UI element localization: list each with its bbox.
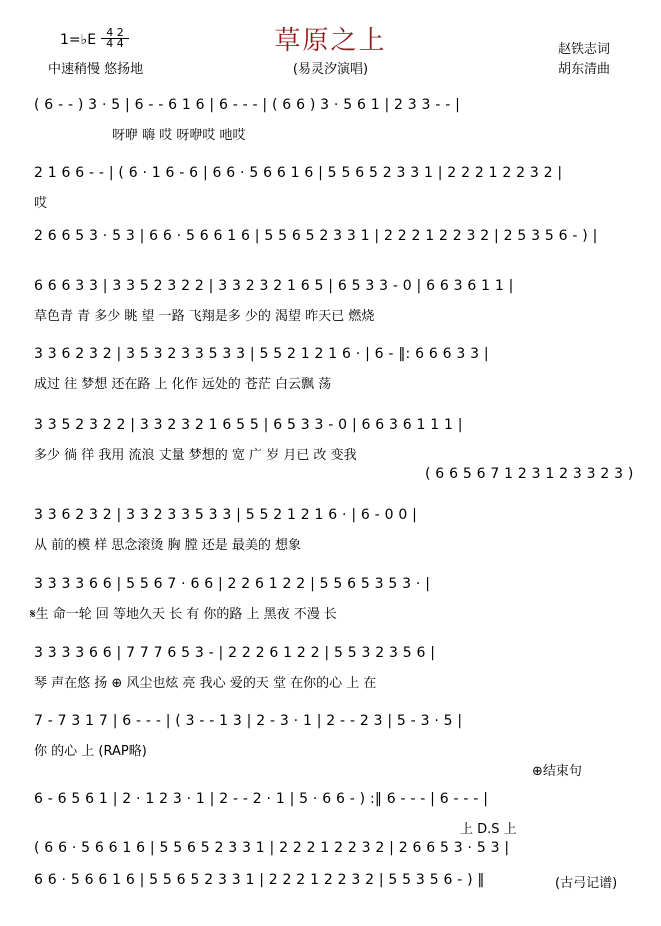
notation-row-9: 3 3 3 3 6 6 | 7 7 7 6 5 3 - | 2 2 2 6 1 2 2 | 5 5 3 2 3 5 6 | <box>34 645 436 661</box>
lyric-row-8: 𝄋生 命一轮 回 等地久天 长 有 你的路 上 黑夜 不漫 长 <box>30 607 337 622</box>
notation-row-5: 3 3 6 2 3 2 | 3 5 3 2 3 3 5 3 3 | 5 5 2 1 2 1 6 · | 6 - ‖: 6 6 6 3 3 | <box>34 346 489 362</box>
notation-row-6: 3 3 5 2 3 2 2 | 3 3 2 3 2 1 6 5 5 | 6 5 3 3 - 0 | 6 6 3 6 1 1 1 | <box>34 417 463 433</box>
page-title: 草原之上 <box>274 26 387 56</box>
notation-row-8: 3 3 3 3 6 6 | 5 5 6 7 · 6 6 | 2 2 6 1 2 2 | 5 5 6 5 3 5 3 · | <box>34 576 431 592</box>
lyric-row-4: 草色青 青 多少 眺 望 一路 飞翔是多 少的 渴望 昨天已 燃烧 <box>34 309 375 324</box>
notation-row-10: 7 - 7 3 1 7 | 6 - - - | ( 3 - - 1 3 | 2 - 3 · 1 | 2 - - 2 3 | 5 - 3 · 5 | <box>34 713 463 729</box>
instrumental-fill: ( 6 6 5 6 7 1 2 3 1 2 3 3 2 3 ) <box>425 466 634 482</box>
time-signature-top: 4 2 <box>106 26 124 39</box>
notation-row-1: ( 6 - - ) 3 · 5 | 6 - - 6 1 6 | 6 - - - | ( 6 6 ) 3 · 5 6 1 | 2 3 3 - - | <box>34 97 461 113</box>
composer-credit: 胡东清曲 <box>558 62 611 77</box>
lyric-row-11: 上 D.S 上 <box>460 822 517 837</box>
notation-row-12: ( 6 6 · 5 6 6 1 6 | 5 5 6 5 2 3 3 1 | 2 2 2 1 2 2 3 2 | 2 6 6 5 3 · 5 3 | <box>34 840 510 856</box>
lyric-row-1: 呀咿 嗨 哎 呀咿哎 吔哎 <box>112 128 246 143</box>
lyric-row-2: 哎 <box>34 196 48 211</box>
notation-row-3: 2 6 6 5 3 · 5 3 | 6 6 · 5 6 6 1 6 | 5 5 6 5 2 3 3 1 | 2 2 2 1 2 2 3 2 | 2 5 3 5 6 - ) | <box>34 228 598 244</box>
notation-row-2: 2 1 6 6 - - | ( 6 · 1 6 - 6 | 6 6 · 5 6 6 1 6 | 5 5 6 5 2 3 3 1 | 2 2 2 1 2 2 3 2 | <box>34 165 563 181</box>
lyric-row-9: 琴 声在悠 扬 ⊕ 风尘也炫 亮 我心 爱的天 堂 在你的心 上 在 <box>34 676 377 691</box>
notation-row-13: 6 6 · 5 6 6 1 6 | 5 5 6 5 2 3 3 1 | 2 2 2 1 2 2 3 2 | 5 5 3 5 6 - ) ‖ <box>34 872 485 888</box>
lyric-row-6: 多少 徜 徉 我用 流浪 丈量 梦想的 宽 广 岁 月已 改 变我 <box>34 448 357 463</box>
lyric-row-10: 你 的心 上 (RAP略) <box>34 744 147 759</box>
notation-row-11: 6 - 6 5 6 1 | 2 · 1 2 3 · 1 | 2 - - 2 · 1 | 5 · 6 6 - ) :‖ 6 - - - | 6 - - - | <box>34 791 489 807</box>
notation-row-4: 6 6 6 3 3 | 3 3 5 2 3 2 2 | 3 3 2 3 2 1 6 5 | 6 5 3 3 - 0 | 6 6 3 6 1 1 | <box>34 278 514 294</box>
tempo-marking: 中速稍慢 悠扬地 <box>48 62 144 77</box>
time-signature-bottom: 4 4 <box>106 37 124 50</box>
notation-row-7: 3 3 6 2 3 2 | 3 3 2 3 3 5 3 3 | 5 5 2 1 2 1 6 · | 6 - 0 0 | <box>34 507 417 523</box>
singer-credit: (易灵汐演唱) <box>292 62 369 77</box>
lyric-row-7: 从 前的模 样 思念滚烫 胸 膛 还是 最美的 想象 <box>34 538 302 553</box>
lyric-row-5: 成过 往 梦想 还在路 上 化作 远处的 苍茫 白云飘 荡 <box>34 377 332 392</box>
transcriber-credit: (古弓记谱) <box>555 876 618 891</box>
time-signature <box>101 28 129 49</box>
key-signature: 1=♭E <box>60 32 97 48</box>
coda-label: ⊕结束句 <box>532 764 582 779</box>
lyricist-credit: 赵铁志词 <box>558 42 611 57</box>
